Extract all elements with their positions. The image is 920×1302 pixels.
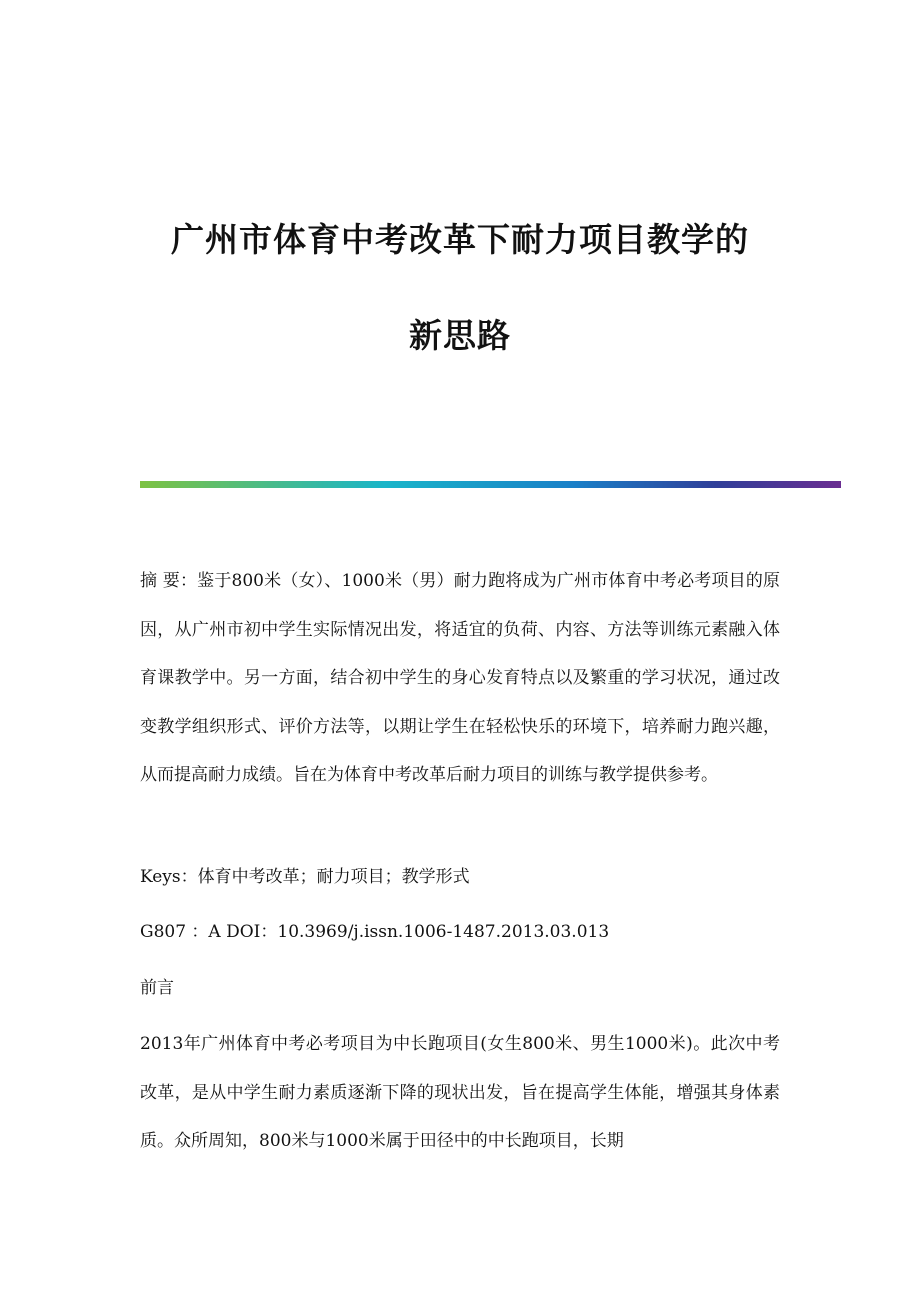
keywords-label: Keys： xyxy=(140,867,198,887)
abstract-text: 鉴于800米（女）、1000米（男）耐力跑将成为广州市体育中考必考项目的原因，从广州市初中学生实际情况出发，将适宜的负荷、内容、方法等训练元素融入体育课教学中。另一方面，结合初中学生的身心发育特点以及繁重的学习状况，通过改变教学组织形式、评价方法等，以期让学生在轻松快乐的环境下，培养耐力跑兴趣，从而提高耐力成绩。旨在为体育中考改革后耐力项目的训练与教学提供参考。 xyxy=(140,571,780,785)
abstract-label: 摘 要： xyxy=(140,571,198,591)
classification-doi-line: G807 ：A DOI：10.3969/j.issn.1006-1487.2013.03.013 xyxy=(140,922,610,942)
intro-paragraph: 2013年广州体育中考必考项目为中长跑项目(女生800米、男生1000米)。此次中考改革，是从中学生耐力素质逐渐下降的现状出发，旨在提高学生体能，增强其身体素质。众所周知，800米与1000米属于田径中的中长跑项目，长期 xyxy=(140,1034,780,1151)
document-title-line-1: 广州市体育中考改革下耐力项目教学的 xyxy=(171,220,749,259)
abstract-paragraph xyxy=(140,557,780,800)
document-title-line-2: 新思路 xyxy=(409,316,511,355)
keywords-line xyxy=(140,853,780,902)
title-divider-gradient-bar xyxy=(140,481,841,488)
keywords-text: 体育中考改革；耐力项目；教学形式 xyxy=(197,867,470,887)
preface-heading: 前言 xyxy=(140,978,174,998)
